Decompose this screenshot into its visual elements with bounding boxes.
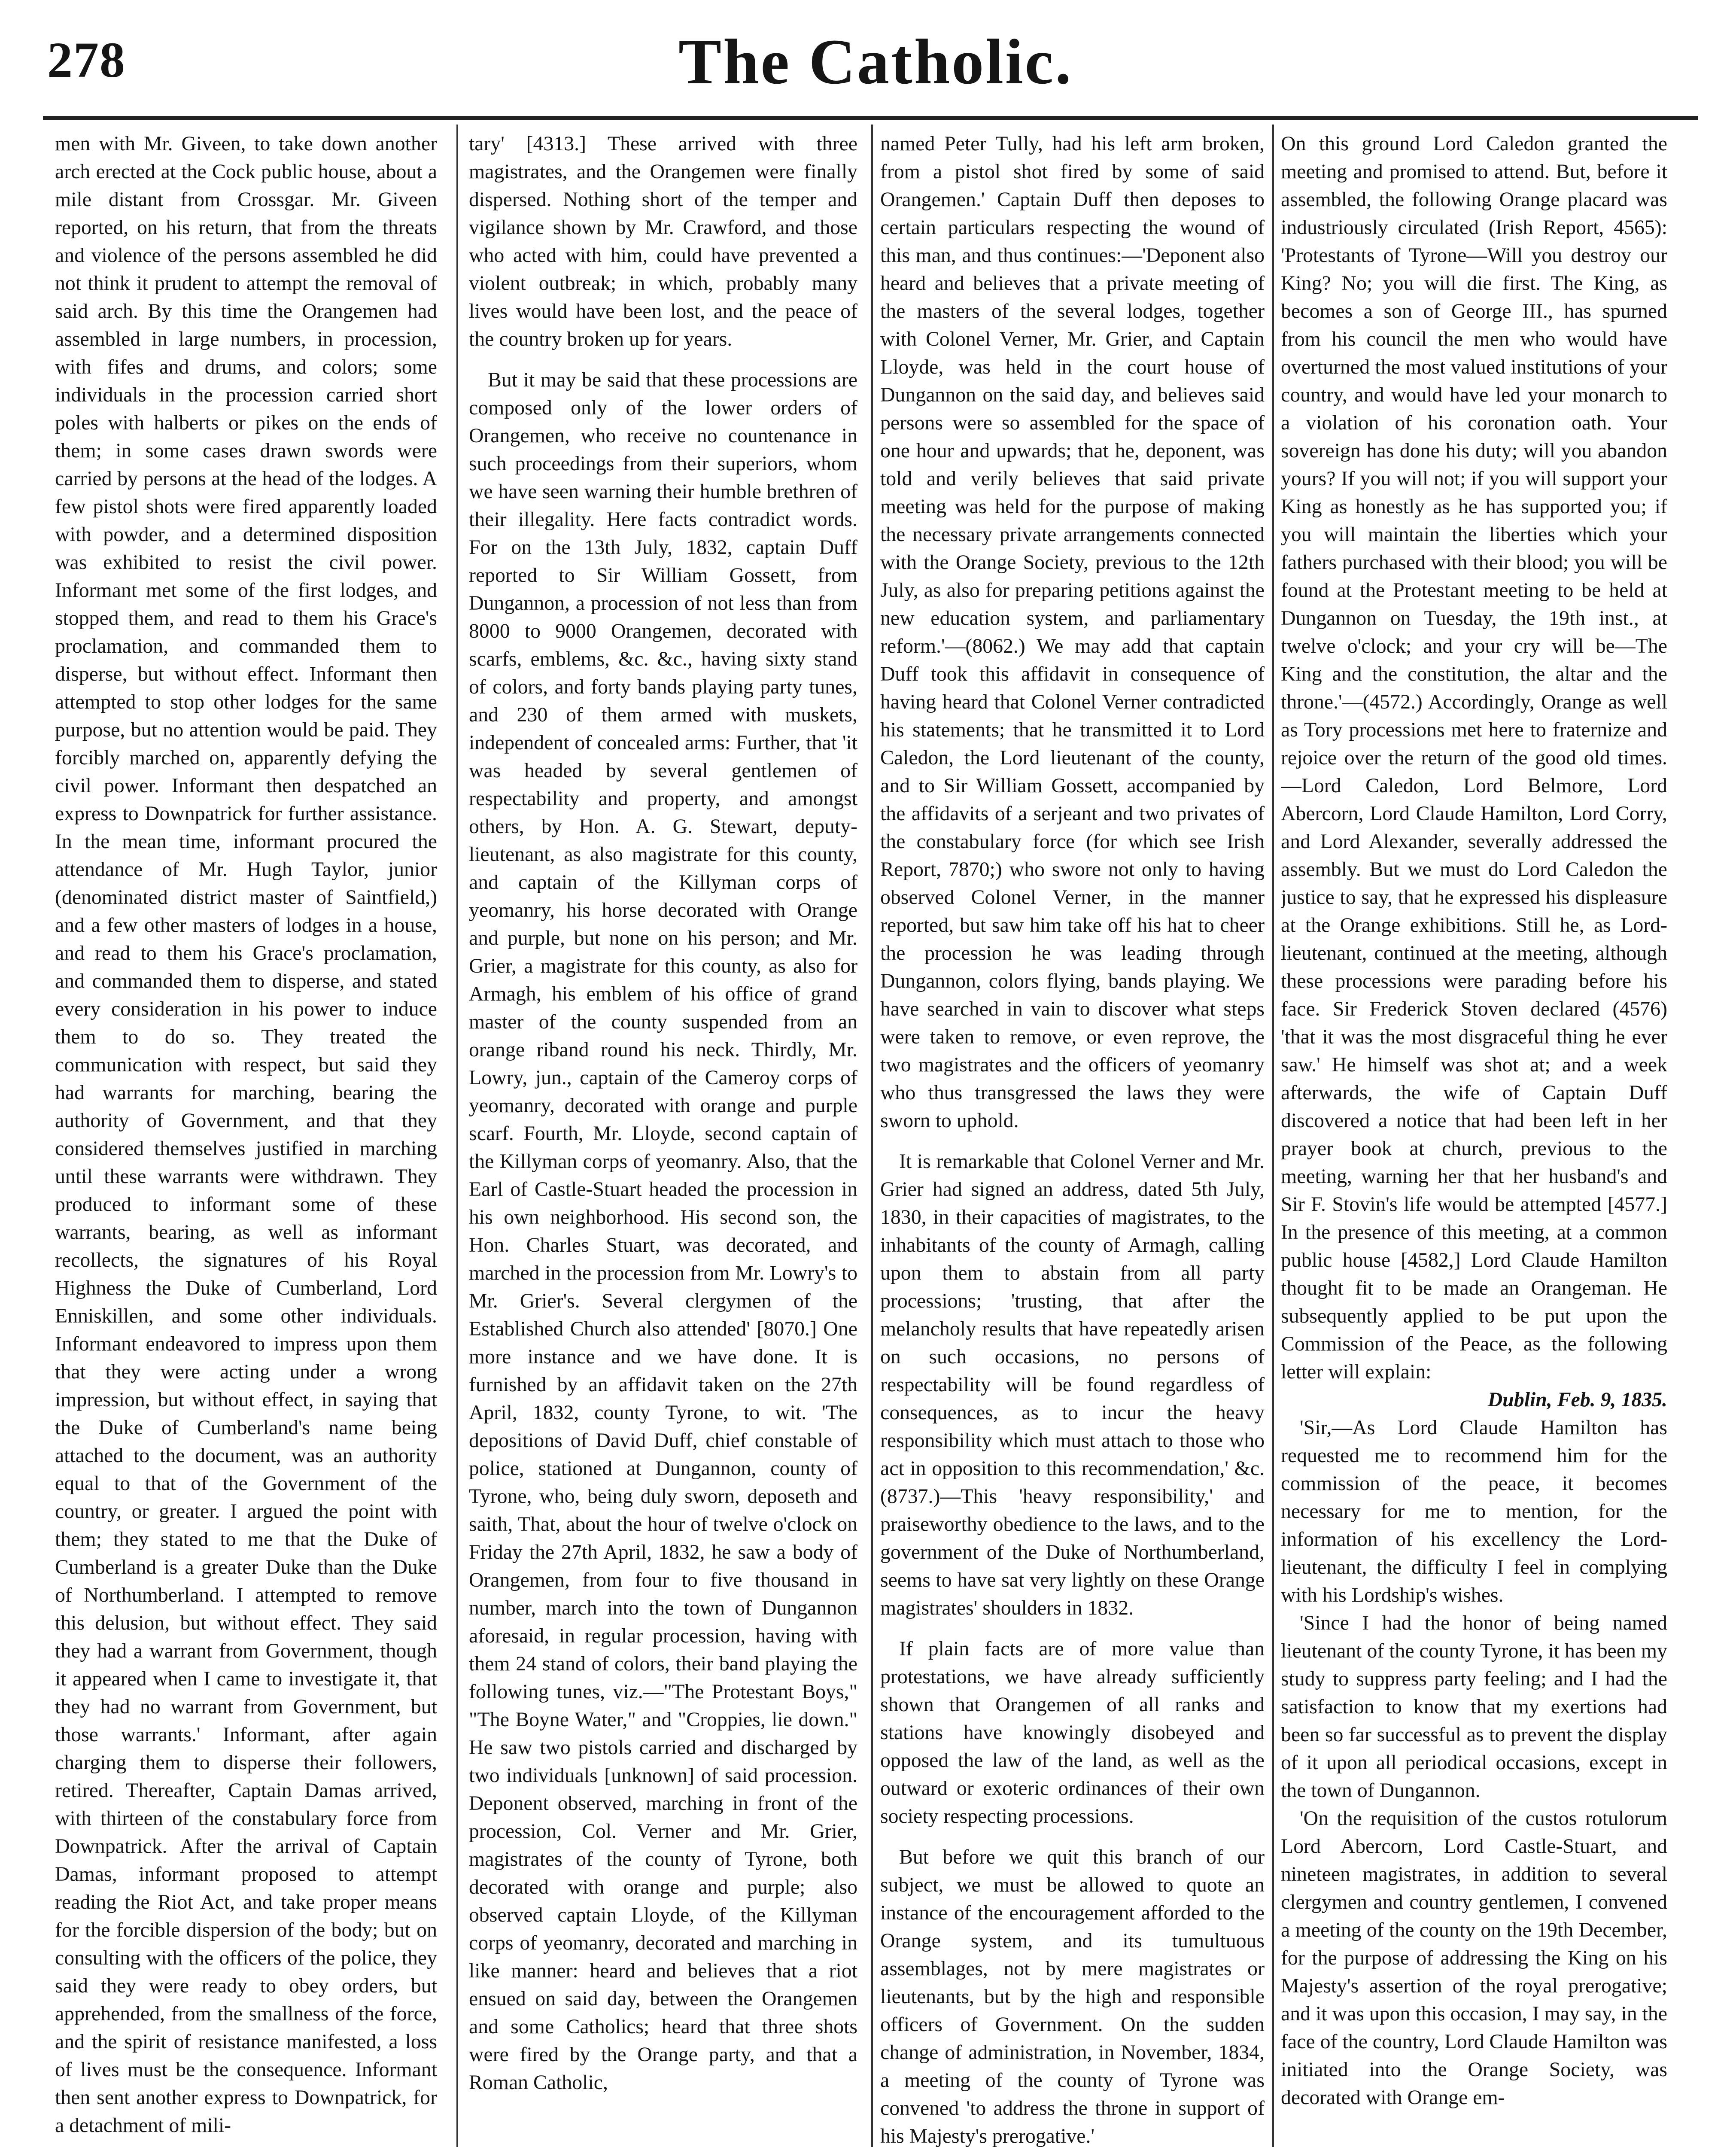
paragraph: 'Since I had the honor of being named lieutenant of the county Tyrone, it has been my study to suppress party feeling; and I had the satisfaction to know that my exertions had been so far successful as to prevent the display of it upon all periodical occasions, except in the town of Dungannon. xyxy=(1281,1612,1667,1802)
letter-dateline: Dublin, Feb. 9, 1835. xyxy=(1487,1388,1667,1411)
column-divider xyxy=(456,125,458,2147)
paragraph: But it may be said that these processions are composed only of the lower orders of Orangemen, who receive no countenance in such proceedings from their superiors, whom we have seen warning their humble brethren of their illegality. Here facts contradict words. For on the 13th July, 1832, captain Duff reported to Sir William Gossett, from Dungannon, a procession of not less than from 8000 to 9000 Orangemen, decorated with scarfs, emblems, &c. &c., having sixty stand of colors, and forty bands playing party tunes, and 230 of them armed with muskets, independent of concealed arms: Further, that 'it was headed by several gentlemen of respectability and property, and amongst others, by Hon. A. G. Stewart, deputy-lieutenant, as also magistrate for this county, and captain of the Killyman corps of yeomanry, his horse decorated with Orange and purple, but none on his person; and Mr. Grier, a magistrate for this county, as also for Armagh, his emblem of his office of grand master of the county suspended from an orange riband round his neck. Thirdly, Mr. Lowry, jun., captain of the Cameroy corps of yeomanry, decorated with orange and purple scarf. Fourth, Mr. Lloyde, second captain of the Killyman corps of yeomanry. Also, that the Earl of Castle-Stuart headed the procession in his own neighborhood. His second son, the Hon. Charles Stuart, was decorated, and marched in the procession from Mr. Lowry's to Mr. Grier's. Several clergymen of the Established Church also attended' [8070.] One more instance and we have done. It is furnished by an affidavit taken on the 27th April, 1832, county Tyrone, to wit. 'The depositions of David Duff, chief constable of police, stationed at Dungannon, county of Tyrone, who, being duly sworn, deposeth and saith, That, about the hour of twelve o'clock on Friday the 27th April, 1832, he saw a body of Orangemen, from four to five thousand in number, march into the town of Dungannon aforesaid, in regular procession, having with them 24 stand of colors, their band playing the following tunes, viz.—"The Protestant Boys," "The Boyne Water," and "Croppies, lie down." He saw two pistols carried and discharged by two individuals [unknown] of said procession. Deponent observed, marching in front of the procession, Col. Verner and Mr. Grier, magistrates of the county of Tyrone, both decorated with orange and purple; also observed captain Lloyde, of the Killyman corps of yeomanry, decorated and marching in like manner: heard and believes that a riot ensued on said day, between the Orangemen and some Catholics; heard that three shots were fired by the Orange party, and that a Roman Catholic, xyxy=(469,368,857,2094)
column-3 xyxy=(880,130,1265,2147)
page-header xyxy=(0,0,1736,120)
paragraph: But before we quit this branch of our subject, we must be allowed to quote an instance of the encouragement afforded to the Orange system, and its tumultuous assemblages, not by mere magistrates or lieutenants, but by the high and responsible officers of Government. On the sudden change of administration, in November, 1834, a meeting of the county of Tyrone was convened 'to address the throne in support of his Majesty's prerogative.' xyxy=(880,1846,1265,2147)
paragraph: named Peter Tully, had his left arm broken, from a pistol shot fired by some of said Orangemen.' Captain Duff then deposes to certain particulars respecting the wound of this man, and thus continues:—'Deponent also heard and believes that a private meeting of the masters of the several lodges, together with Colonel Verner, Mr. Grier, and Captain Lloyde, was held in the court house of Dungannon on the said day, and believes said persons were so assembled for the space of one hour and upwards; that he, deponent, was told and verily believes that said private meeting was held for the purpose of making the necessary private arrangements connected with the Orange Society, previous to the 12th July, as also for preparing petitions against the new education system, and parliamentary reform.'—(8062.) We may add that captain Duff took this affidavit in consequence of having heard that Colonel Verner contradicted his statements; that he transmitted it to Lord Caledon, the Lord lieutenant of the county, and to Sir William Gossett, accompanied by the affidavits of a serjeant and two privates of the constabulary force (for which see Irish Report, 7870;) who swore not only to having observed Colonel Verner, in the manner reported, but saw him take off his hat to cheer the procession he was leading through Dungannon, colors flying, bands playing. We have searched in vain to discover what steps were taken to remove, or even reprove, the two magistrates and the officers of yeomanry who thus transgressed the laws they were sworn to uphold. xyxy=(880,132,1265,1132)
paragraph: If plain facts are of more value than protestations, we have already sufficiently shown that Orangemen of all ranks and stations have knowingly disobeyed and opposed the law of the land, as well as the outward or exoteric ordinances of their own society respecting processions. xyxy=(880,1637,1265,1828)
column-1 xyxy=(55,130,437,2147)
masthead-title: The Catholic. xyxy=(678,26,1073,97)
column-4 xyxy=(1281,130,1667,2147)
paragraph: It is remarkable that Colonel Verner and Mr. Grier had signed an address, dated 5th July, 1830, in their capacities of magistrates, to the inhabitants of the county of Armagh, calling upon them to abstain from all party processions; 'trusting, that after the melancholy results that have repeatedly arisen on such occasions, no persons of respectability will be found regardless of consequences, as to incur the heavy responsibility which must attach to those who act in opposition to this recommendation,' &c. (8737.)—This 'heavy responsibility,' and praiseworthy obedience to the laws, and to the government of the Duke of Northumberland, seems to have sat very lightly on these Orange magistrates' shoulders in 1832. xyxy=(880,1150,1265,1619)
paragraph: men with Mr. Giveen, to take down another arch erected at the Cock public house, about a mile distant from Crossgar. Mr. Giveen reported, on his return, that from the threats and violence of the persons assembled he did not think it prudent to attempt the removal of said arch. By this time the Orangemen had assembled in large numbers, in procession, with fifes and drums, and colors; some individuals in the procession carried short poles with halberts or pikes on the ends of them; in some cases drawn swords were carried by persons at the head of the lodges. A few pistol shots were fired apparently loaded with powder, and a determined disposition was exhibited to resist the civil power. Informant met some of the first lodges, and stopped them, and read to them his Grace's proclamation, and commanded them to disperse, but without effect. Informant then attempted to stop other lodges for the same purpose, but no attention would be paid. They forcibly marched on, apparently defying the civil power. Informant then despatched an express to Downpatrick for further assistance. In the mean time, informant procured the attendance of Mr. Hugh Taylor, junior (denominated district master of Saintfield,) and a few other masters of lodges in a house, and read to them his Grace's proclamation, and commanded them to disperse, and stated every consideration in his power to induce them to do so. They treated the communication with respect, but said they had warrants for marching, bearing the authority of Government, and that they considered themselves justified in marching until these warrants were withdrawn. They produced to informant some of these warrants, bearing, as well as informant recollects, the signatures of his Royal Highness the Duke of Cumberland, Lord Enniskillen, and some other individuals. Informant endeavored to impress upon them that they were acting under a wrong impression, but without effect, in saying that the Duke of Cumberland's name being attached to the document, was an authority equal to that of the Government of the country, or greater. I argued the point with them; they stated to me that the Duke of Cumberland is a greater Duke than the Duke of Northumberland. I attempted to remove this delusion, but without effect. They said they had a warrant from Government, though it appeared when I came to investigate it, that they had no warrant from Government, but those warrants.' Informant, after again charging them to disperse their followers, retired. Thereafter, Captain Damas arrived, with thirteen of the constabulary force from Downpatrick. After the arrival of Captain Damas, informant proposed to attempt reading the Riot Act, and take proper means for the forcible dispersion of the body; but on consulting with the officers of the police, they said they were ready to obey orders, but apprehended, from the smallness of the force, and the spirit of resistance manifested, a loss of lives must be the consequence. Informant then sent another express to Downpatrick, for a detachment of mili- xyxy=(55,132,437,2137)
paragraph: tary' [4313.] These arrived with three magistrates, and the Orangemen were finally dispersed. Nothing short of the temper and vigilance shown by Mr. Crawford, and those who acted with him, could have prevented a violent outbreak; in which, probably many lives would have been lost, and the peace of the country broken up for years. xyxy=(469,132,857,350)
column-divider xyxy=(1272,125,1274,2147)
header-rule xyxy=(43,116,1698,120)
page-number: 278 xyxy=(47,32,126,88)
paragraph: 'Sir,—As Lord Claude Hamilton has requested me to recommend him for the commission of the peace, it becomes necessary for me to mention, for the information of his excellency the Lord-lieutenant, the difficulty I feel in complying with his Lordship's wishes. xyxy=(1281,1416,1667,1606)
paragraph: 'On the requisition of the custos rotulorum Lord Abercorn, Lord Castle-Stuart, and nineteen magistrates, in addition to several clergymen and country gentlemen, I convened a meeting of the county on the 19th December, for the purpose of addressing the King on his Majesty's assertion of the royal prerogative; and it was upon this occasion, I may say, in the face of the country, Lord Claude Hamilton was initiated into the Orange Society, was decorated with Orange em- xyxy=(1281,1807,1667,2109)
paragraph: On this ground Lord Caledon granted the meeting and promised to attend. But, before it assembled, the following Orange placard was industriously circulated (Irish Report, 4565): 'Protestants of Tyrone—Will you destroy our King? No; you will die first. The King, as becomes a son of George III., has spurned from his council the men who would have overturned the most valued institutions of your country, and would have led your monarch to a violation of his coronation oath. Your sovereign has done his duty; will you abandon yours? If you will not; if you will support your King as honestly as he has supported you; if you will maintain the liberties which your fathers purchased with their blood; you will be found at the Protestant meeting to be held at Dungannon on Tuesday, the 19th inst., at twelve o'clock; and your cry will be—The King and the constitution, the altar and the throne.'—(4572.) Accordingly, Orange as well as Tory processions met here to fraternize and rejoice over the return of the good old times.—Lord Caledon, Lord Belmore, Lord Abercorn, Lord Claude Hamilton, Lord Corry, and Lord Alexander, severally addressed the assembly. But we must do Lord Caledon the justice to say, that he expressed his displeasure at the Orange exhibitions. Still he, as Lord-lieutenant, continued at the meeting, although these processions were parading before his face. Sir Frederick Stoven declared (4576) 'that it was the most disgraceful thing he ever saw.' He himself was shot at; and a week afterwards, the wife of Captain Duff discovered a notice that had been left in her prayer book at church, previous to the meeting, warning her that her husband's and Sir F. Stovin's life would be attempted [4577.] In the presence of this meeting, at a common public house [4582,] Lord Claude Hamilton thought fit to be made an Orangeman. He subsequently applied to be put upon the Commission of the Peace, as the following letter will explain: xyxy=(1281,132,1667,1383)
column-divider xyxy=(871,125,873,2147)
column-2 xyxy=(469,130,857,2147)
